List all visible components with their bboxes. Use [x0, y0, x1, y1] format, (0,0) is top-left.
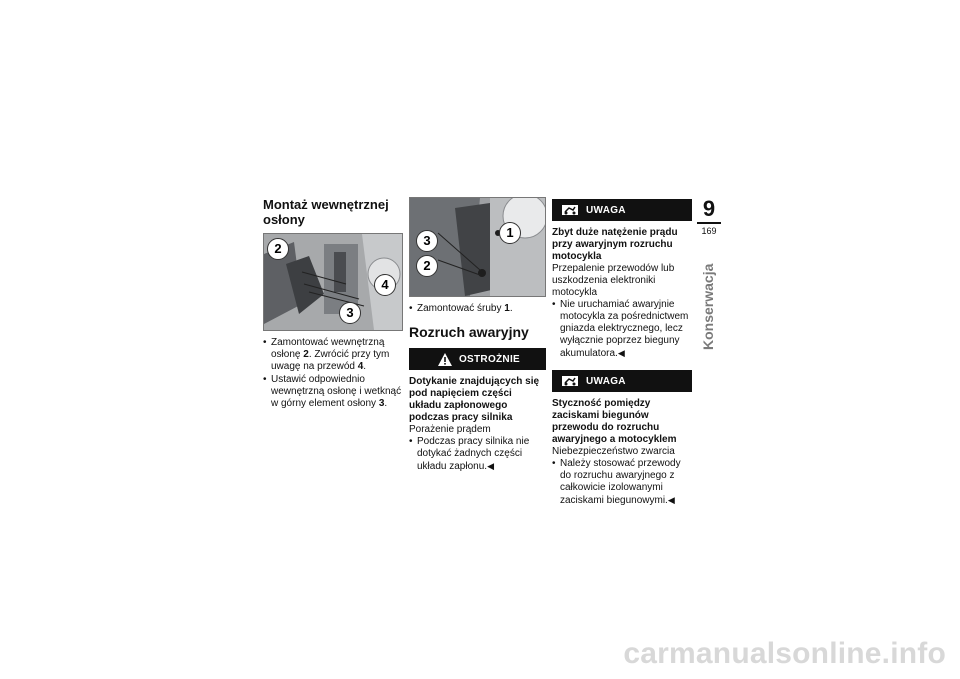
step-item: • Podczas pracy silnika nie dotykać żadnych części układu zapłonu.◀	[409, 436, 546, 473]
hazard-title: Dotykanie znajdujących się pod napięciem części układu zapłonowego podczas pracy silnika	[409, 376, 540, 423]
end-of-section-icon: ◀	[487, 461, 494, 471]
column-notices	[552, 197, 692, 508]
step-item: • Należy stosować przewody do rozruchu awaryjnego z całkowicie izolowanymi zaciskami biegunowymi.◀	[552, 458, 692, 507]
column-inner-cover	[263, 197, 403, 411]
steps-notice-2	[552, 458, 692, 507]
step-item: • Nie uruchamiać awaryjnie motocykla za pośrednictwem gniazda elektrycznego, lecz wyłącznie poprzez bieguny akumulatora.◀	[552, 299, 692, 360]
callout-4: 4	[374, 274, 396, 296]
end-of-section-icon: ◀	[617, 348, 625, 358]
notice-label: UWAGA	[586, 204, 626, 216]
chapter-number: 9	[702, 196, 716, 221]
hazard-title: Zbyt duże natężenie prądu przy awaryjnym rozruchu motocykla	[552, 227, 678, 262]
step-item: • Zamontować śruby 1.	[409, 303, 546, 315]
notice-bar	[552, 370, 692, 392]
hazard-description: Porażenie prądem	[409, 424, 491, 435]
steps-screws	[409, 303, 546, 315]
motorcycle-notice-icon	[560, 373, 580, 389]
photo-screws	[409, 197, 546, 297]
callout-2: 2	[416, 255, 438, 277]
hazard-title: Styczność pomiędzy zaciskami biegunów przewodu do rozruchu awaryjnego a motocyklem	[552, 398, 677, 445]
callout-2: 2	[267, 238, 289, 260]
callout-1: 1	[499, 222, 521, 244]
callout-3: 3	[339, 302, 361, 324]
notice-bar	[552, 199, 692, 221]
photo-inner-cover	[263, 233, 403, 331]
hazard-description: Przepalenie przewodów lub uszkodzenia elektroniki motocykla	[552, 263, 675, 298]
end-of-section-icon: ◀	[667, 495, 675, 505]
column-emergency-start	[409, 197, 546, 474]
chapter-title-vertical: Konserwacja	[700, 263, 716, 350]
step-item: • Ustawić odpowiednio wewnętrzną osłonę i wetknąć w górny element osłony 3.	[263, 374, 403, 410]
callout-3: 3	[416, 230, 438, 252]
notice-label: UWAGA	[586, 375, 626, 387]
section-heading-inner-cover: Montaż wewnętrznej osłony	[263, 197, 389, 227]
steps-inner-cover	[263, 337, 403, 410]
warning-triangle-icon	[435, 351, 455, 367]
watermark: carmanualsonline.info	[623, 637, 946, 670]
motorcycle-notice-icon	[560, 202, 580, 218]
page-number: 169	[701, 226, 717, 236]
steps-caution	[409, 436, 546, 473]
caution-label: OSTROŻNIE	[458, 353, 521, 365]
chapter-tab	[697, 196, 721, 236]
caution-bar	[409, 348, 546, 370]
chapter-divider	[697, 222, 721, 224]
steps-notice-1	[552, 299, 692, 360]
step-item: • Zamontować wewnętrzną osłonę 2. Zwrócić przy tym uwagę na przewód 4.	[263, 337, 403, 373]
section-heading-emergency-start: Rozruch awaryjny	[409, 324, 529, 340]
hazard-description: Niebezpieczeństwo zwarcia	[552, 446, 675, 457]
